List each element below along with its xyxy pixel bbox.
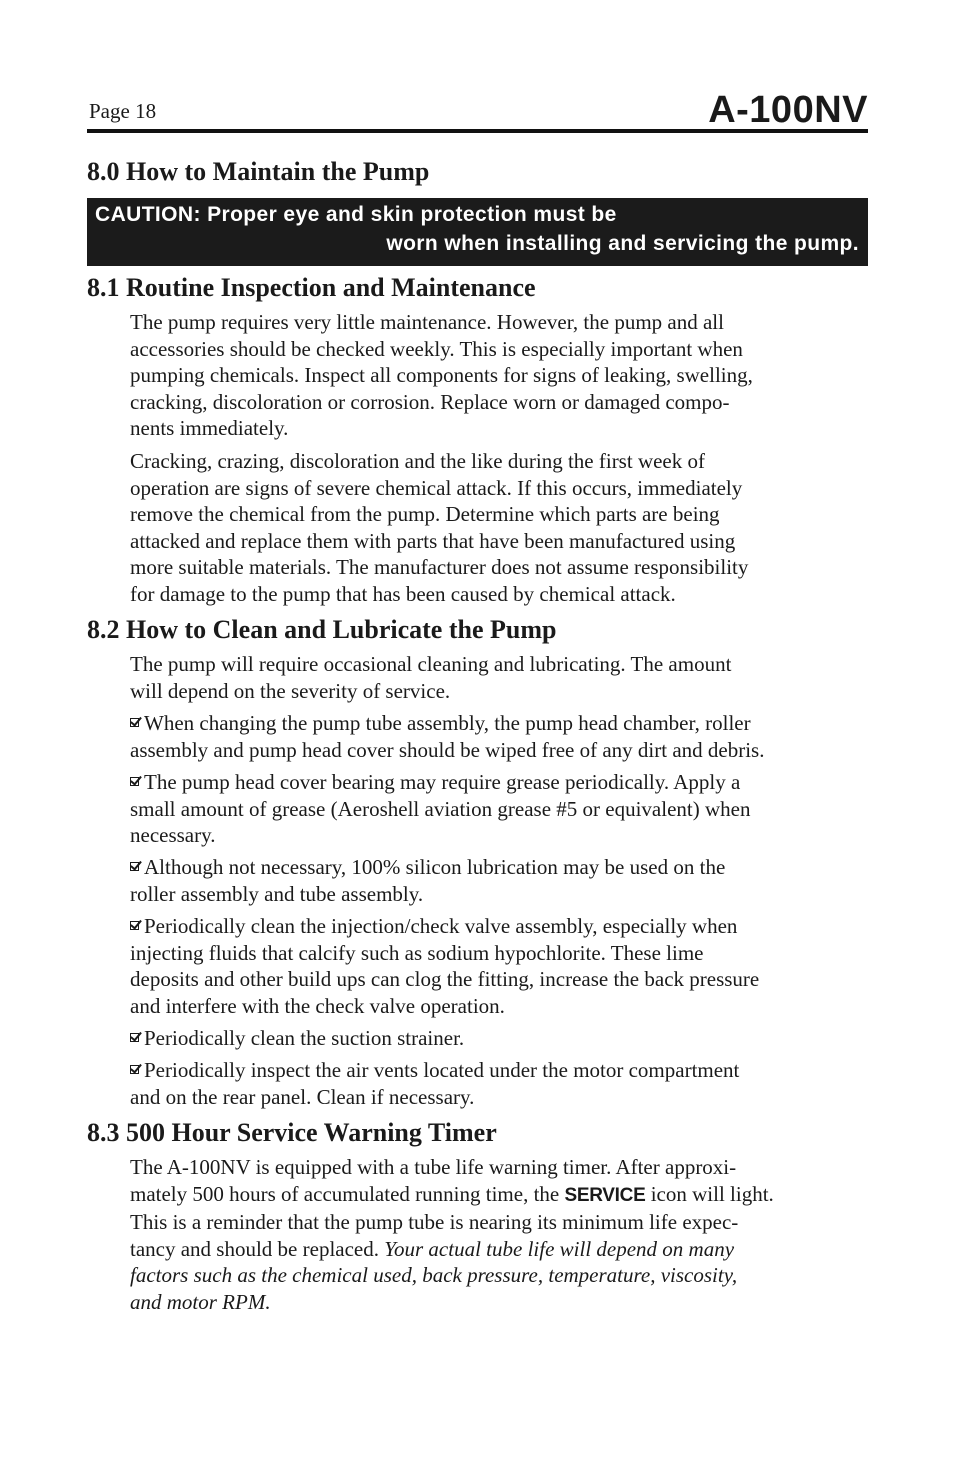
section-8-1-paragraph-2 [130,448,865,607]
text-line: roller assembly and tube assembly. [130,881,424,906]
text-line: accessories should be checked weekly. This is especially important when [130,336,743,361]
text-line: injecting fluids that calcify such as sodium hypochlorite. These lime [130,940,704,965]
service-icon-label: SERVICE [564,1184,646,1206]
checkmark-icon [130,860,143,873]
text-line: The pump head cover bearing may require grease periodically. Apply a [144,770,741,794]
bullet-item-air-vents [130,1057,865,1110]
checkmark-icon [130,1063,143,1076]
text-line: Periodically inspect the air vents located under the motor compartment [144,1058,740,1082]
bullet-item-tube-change [130,710,865,763]
checkmark-icon [130,1031,143,1044]
text-line: The pump requires very little maintenance. However, the pump and all [130,310,724,334]
text-line: and interfere with the check valve operation. [130,993,505,1018]
section-8-3-heading: 8.3 500 Hour Service Warning Timer [87,1118,497,1147]
caution-line-2: worn when installing and servicing the pump. [386,232,859,255]
italic-note: Your actual tube life will depend on many [384,1236,735,1261]
text-fragment: icon will light. [645,1181,774,1206]
italic-note: and motor RPM. [130,1289,271,1314]
text-fragment: tancy and should be replaced. [130,1236,385,1261]
bullet-item-check-valve [130,913,865,1019]
text-line: Periodically clean the injection/check valve assembly, especially when [144,914,738,938]
text-line: necessary. [130,823,216,847]
caution-banner [87,198,868,266]
text-line: for damage to the pump that has been caused by chemical attack. [130,581,676,606]
text-line [130,1181,865,1210]
bullet-item-suction-strainer [130,1025,865,1052]
checkmark-icon [130,919,143,932]
page-number: Page 18 [89,99,157,123]
text-line: cracking, discoloration or corrosion. Replace worn or damaged compo- [130,389,730,414]
text-line [130,1236,865,1263]
section-8-2-intro [130,651,865,704]
model-title: A-100NV [708,89,868,131]
section-8-1-heading: 8.1 Routine Inspection and Maintenance [87,273,536,302]
text-line: The pump will require occasional cleaning and lubricating. The amount [130,652,732,676]
text-line: small amount of grease (Aeroshell aviation grease #5 or equivalent) when [130,796,751,821]
text-line: When changing the pump tube assembly, the pump head chamber, roller [144,711,751,735]
text-line: remove the chemical from the pump. Determine which parts are being [130,502,720,526]
text-line: Although not necessary, 100% silicon lubrication may be used on the [144,855,726,879]
page-header [87,84,868,133]
section-8-2-heading: 8.2 How to Clean and Lubricate the Pump [87,615,557,644]
text-fragment: mately 500 hours of accumulated running time, the [130,1181,565,1206]
bullet-item-bearing-grease [130,769,865,849]
section-8-3-paragraph [130,1154,865,1315]
text-line: The A-100NV is equipped with a tube life warning timer. After approxi- [130,1155,737,1179]
text-line: operation are signs of severe chemical attack. If this occurs, immediately [130,475,743,500]
checkmark-icon [130,716,143,729]
bullet-item-silicon-lubrication [130,854,865,907]
text-line: will depend on the severity of service. [130,678,451,703]
text-line: Cracking, crazing, discoloration and the like during the first week of [130,449,705,473]
caution-line-1: CAUTION: Proper eye and skin protection must be [95,203,617,226]
text-line: and on the rear panel. Clean if necessary. [130,1084,475,1109]
text-line: more suitable materials. The manufacturer does not assume responsibility [130,555,749,579]
text-line: This is a reminder that the pump tube is nearing its minimum life expec- [130,1210,739,1234]
text-line: pumping chemicals. Inspect all components for signs of leaking, swelling, [130,363,753,387]
text-line: deposits and other build ups can clog the fitting, increase the back pressure [130,967,760,991]
italic-note: factors such as the chemical used, back pressure, temperature, viscosity, [130,1263,738,1287]
text-line: attacked and replace them with parts that have been manufactured using [130,528,736,553]
text-line: Periodically clean the suction strainer. [144,1026,465,1050]
section-8-0-heading: 8.0 How to Maintain the Pump [87,157,430,186]
text-line: assembly and pump head cover should be wiped free of any dirt and debris. [130,737,765,762]
section-8-1-paragraph-1 [130,309,865,442]
text-line: nents immediately. [130,416,289,440]
checkmark-icon [130,775,143,788]
